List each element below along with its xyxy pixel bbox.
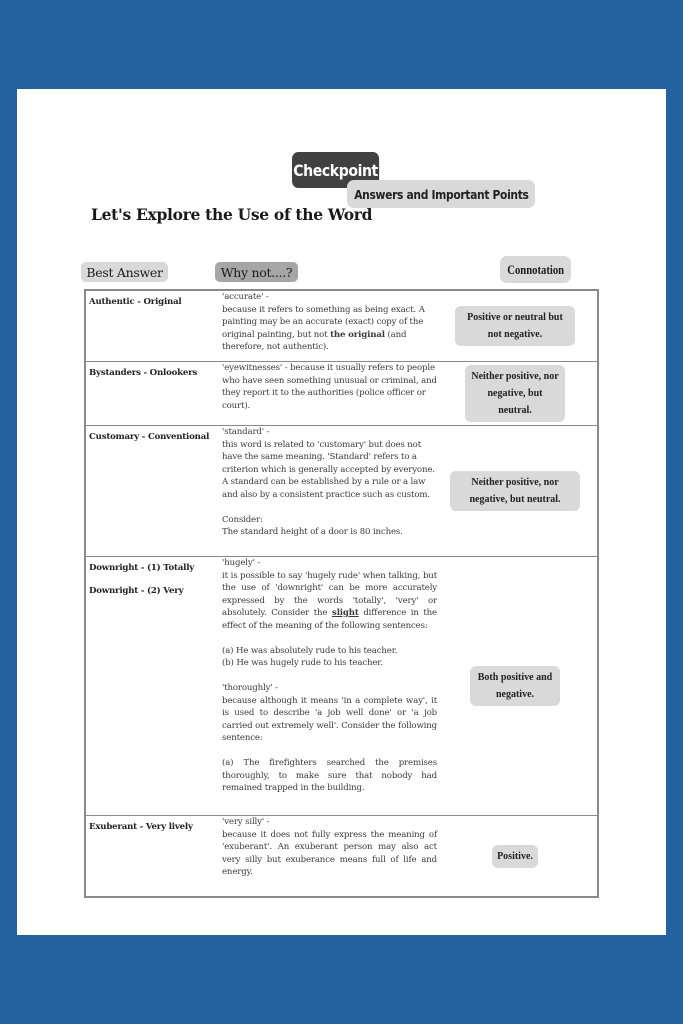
- connotation-badge: [492, 845, 538, 868]
- explanation: 'eyewitnesses' - because it usually refers to people who have seen something unusual or criminal, and they report it to the authorities (police officer or court).: [222, 363, 437, 411]
- best-answer: Customary - Conventional: [89, 432, 210, 442]
- connotation-cell: [437, 290, 598, 362]
- explanation-text: (and therefore, not authentic).: [222, 329, 407, 352]
- why-not-cell: [218, 362, 437, 426]
- connotation-header-label: Connotation: [507, 261, 564, 277]
- rejected-word: 'standard' -: [222, 427, 270, 437]
- explanation: because it does not fully express the meaning of 'exuberant'. An exuberant person may also act very silly but exuberance means full of life and energy.: [222, 829, 437, 877]
- best-answer-cell: [85, 362, 218, 426]
- connotation-badge: [470, 666, 560, 706]
- connotation-cell: [437, 557, 598, 816]
- best-answer: Authentic - Original: [89, 297, 182, 307]
- example-sentence: The standard height of a door is 80 inches.: [222, 527, 403, 537]
- checkpoint-label: Checkpoint: [293, 160, 378, 180]
- emphasis: slight: [332, 608, 359, 618]
- best-answer: Downright - (1) Totally: [89, 563, 195, 573]
- rejected-word: 'very silly' -: [222, 817, 270, 827]
- best-answer: Downright - (2) Very: [89, 586, 184, 596]
- connotation-cell: [437, 426, 598, 557]
- explanation: [222, 304, 437, 354]
- table-row: [85, 362, 598, 426]
- best-answer-cell: [85, 290, 218, 362]
- column-header-connotation: [500, 256, 571, 283]
- explanation: because although it means 'in a complete way', it is used to describe 'a job well done' or 'a job carried out extremely well'. Consider the following sentence:: [222, 695, 437, 743]
- example-sentence: (a) He was absolutely rude to his teacher.: [222, 645, 398, 656]
- answers-table: [84, 289, 599, 898]
- explanation: this word is related to 'customary' but does not have the same meaning. 'Standard' refers to a criterion which is generally accepted by everyone. A standard can be established by a rule or a law and also by a consistent practice such as custom.: [222, 439, 435, 500]
- table-row: [85, 290, 598, 362]
- best-answer: Bystanders - Onlookers: [89, 368, 198, 378]
- explanation-text: it is possible to say 'hugely rude' when talking, but the use of 'downright' can be more accurately expressed by the words 'totally', 'very' or absolutely. Consider the: [222, 570, 437, 618]
- connotation-text: Neither positive, nor negative, but neutral.: [469, 477, 561, 505]
- best-answer-cell: [85, 816, 218, 898]
- example-sentence: (b) He was hugely rude to his teacher.: [222, 658, 383, 668]
- rejected-word: 'thoroughly' -: [222, 683, 278, 693]
- rejected-word: 'hugely' -: [222, 558, 261, 568]
- explanation-text: difference in the effect of the meaning of the following sentences:: [222, 608, 437, 631]
- best-answer: Exuberant - Very lively: [89, 822, 193, 832]
- connotation-text: Neither positive, nor negative, but neutral.: [471, 371, 559, 416]
- connotation-cell: [437, 362, 598, 426]
- why-not-cell: [218, 426, 437, 557]
- page-title: Let's Explore the Use of the Word: [91, 205, 373, 224]
- connotation-badge: [455, 306, 575, 346]
- table-row: [85, 557, 598, 816]
- best-answer-cell: [85, 426, 218, 557]
- subtitle-badge: [347, 180, 535, 208]
- rejected-word: 'accurate' -: [222, 292, 269, 302]
- why-not-cell: [218, 557, 437, 816]
- connotation-badge: [450, 471, 580, 511]
- subtitle-label: Answers and Important Points: [353, 186, 529, 202]
- connotation-text: Positive.: [497, 850, 533, 862]
- best-answer-cell: [85, 557, 218, 816]
- why-not-cell: [218, 290, 437, 362]
- connotation-text: Positive or neutral but not negative.: [467, 312, 563, 340]
- consider-label: Consider:: [222, 514, 263, 525]
- column-header-best-answer: Best Answer: [81, 262, 168, 282]
- connotation-cell: [437, 816, 598, 898]
- explanation-text: because it refers to something as being exact. A painting may be an accurate (exact) copy of the original painting, but not: [222, 304, 425, 340]
- example-sentence: (a) The firefighters searched the premises thoroughly, to make sure that nobody had remained trapped in the building.: [222, 758, 437, 793]
- connotation-badge: [465, 365, 565, 422]
- table-row: [85, 426, 598, 557]
- why-not-cell: [218, 816, 437, 898]
- table-row: [85, 816, 598, 898]
- explanation: [222, 570, 437, 633]
- column-header-why-not: Why not....?: [215, 262, 298, 282]
- connotation-text: Both positive and negative.: [477, 672, 553, 700]
- emphasis: the original: [330, 329, 385, 340]
